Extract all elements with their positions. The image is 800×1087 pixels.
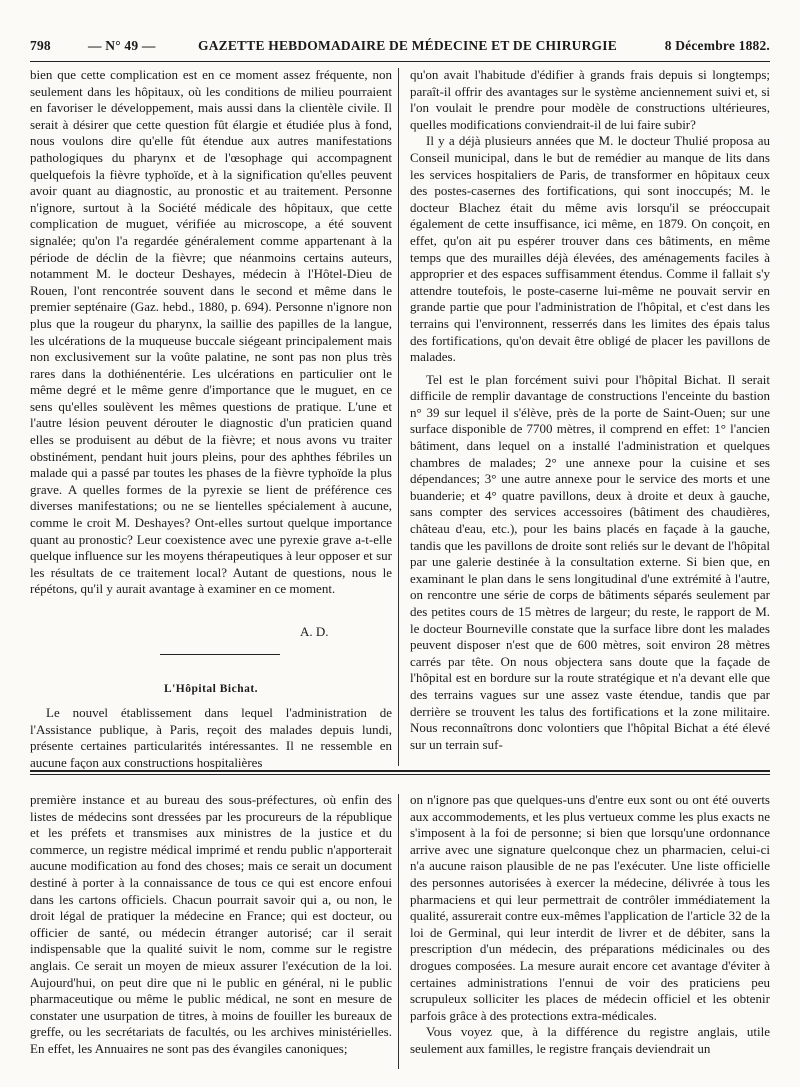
paragraph: Il y a déjà plusieurs années que M. le docteur Thulié proposa au Conseil municipal, dans le but de remédier au manque de lits dans les services hospitaliers de Paris, de transformer en hôpitaux ceux des postes-casernes des fortifications, qui sont inoccupés; M. le docteur Blachez était du même avis lorsqu'il se préoccupait également de cette insuffisance, ici même, en 1879. On conçoit, en effet, qu'on ait pu espérer trouver dans ces bâtiments, en même temps que des murailles déjà élevées, des aménagements faciles à approprier et des espaces suffisamment étendus. Comme il fallait s'y attendre toutefois, le poste-caserne lui-même ne pouvait servir en grande partie que pour l'administration de l'hôpital, et c'est dans les terrains qui l'environnent, resserrés dans les limites des épais talus des fortifications, qu'on devait être obligé de placer les pavillons de malades. bbox=[410, 133, 770, 365]
upper-left-column bbox=[30, 67, 392, 632]
section-divider-thick bbox=[30, 770, 770, 772]
paragraph: Le nouvel établissement dans lequel l'administration de l'Assistance publique, à Paris, reçoit des malades depuis lundi, présente certaines particularités intéressantes. Il ne ressemble en aucune façon aux constructions hospitalières bbox=[30, 705, 392, 769]
paragraph: qu'on avait l'habitude d'édifier à grands frais depuis si longtemps; paraît-il offrir des avantages sur le système anciennement suivi et, si l'on voulait le prendre pour modèle de constructions ultérieures, quelles modifications conviendrait-il de lui faire subir? bbox=[410, 67, 770, 132]
issue-date: 8 Décembre 1882. bbox=[664, 38, 770, 53]
paragraph: on n'ignore pas que quelques-uns d'entre eux sont ou ont été ouverts aux accommodements, et les plus vertueux comme les plus exacts ne s'imposent à la foi de personne; si bien que lorsqu'une ordonnance arrive avec une signature quelconque chez un pharmacien, celui-ci n'a aucune raison plausible de ne pas l'exécuter. Une liste officielle des personnes autorisées à exercer la médecine, délivrée à tous les pharmaciens et qui leur permettrait de contrôler immédiatement la qualité, assurerait contre eux-mêmes l'application de l'article 32 de la loi de Germinal, qui leur interdit de livrer et de débiter, sans la prescription d'un médecin, des préparations médicinales ou des drogues composées. La mesure aurait encore cet avantage d'éviter à certaines administrations l'ennui de voir des praticiens peu scrupuleux solliciter les places de médecin officiel et les obtenir parfois grâce à des protections extra-médicales. bbox=[410, 792, 770, 1023]
paragraph: bien que cette complication est en ce moment assez fréquente, non seulement dans les hôpitaux, où les conditions de milieu pourraient en favoriser le développement, mais aussi dans la clientèle civile. Il serait à désirer que cette question fût élargie et étudiée plus à fond, nous voulons dire qu'elle fût étendue aux autres manifestations pathologiques du pharynx et de l'œsophage qui accompagnent quelquefois la fièvre typhoïde, et à la signification qu'elles peuvent avoir quant au diagnostic, au pronostic et au traitement. Personne n'ignore, surtout à la Société médicale des hôpitaux, que cette complication de muguet, vérifiée au microscope, a été souvent signalée; qu'on l'a regardée généralement comme appartenant à la période de déclin de la fièvre; que néanmoins certains auteurs, notamment M. le docteur Deshayes, médecin à l'Hôtel-Dieu de Rouen, l'ont rencontrée souvent dans le second et même dans le premier septénaire (Gaz. hebd., 1880, p. 694). Personne n'ignore non plus que la rougeur du pharynx, la saillie des papilles de la langue, les ulcérations de la muqueuse buccale siégeant principalement mais non exclusivement sur la voûte palatine, ne sont pas non plus très rares dans la dothiénentérie. Les ulcérations en particulier ont le même degré et le même genre d'importance que le muguet, en ce sens qu'elles soulèvent les mêmes questions de pratique. L'une et l'autre lésion peuvent dérouter le diagnostic d'un praticien quand elles se produisent au début de la fièvre; et nous avons vu traiter obstinément, pendant huit jours pleins, pour des aphthes fébriles un malade qui a passé par toutes les phases de la fièvre typhoïde la plus grave. A quelles formes de la pyrexie se lient de préférence ces diverses manifestations; ou ne se lientelles spécialement à aucune, comme le croit M. Deshayes? Ont-elles surtout quelque importance quant au pronostic? Leur coexistence avec une pyrexie grave a-t-elle quelque influence sur les moyens thérapeutiques à leur opposer et sur les résultats de ce traitement local? Autant de questions, nous le répétons, qu'il y aurait avantage à examiner en ce moment. bbox=[30, 67, 392, 597]
column-divider-lower bbox=[398, 794, 399, 1069]
running-header bbox=[30, 38, 770, 60]
lower-left-column bbox=[30, 792, 392, 1072]
journal-title: GAZETTE HEBDOMADAIRE DE MÉDECINE ET DE CHIRURGIE bbox=[198, 38, 617, 53]
page-number: 798 bbox=[30, 38, 51, 53]
paragraph: Tel est le plan forcément suivi pour l'hôpital Bichat. Il serait difficile de remplir davantage de constructions l'enceinte du bastion n° 39 sur lequel il s'élève, près de la porte de Saint-Ouen; sur une surface disponible de 7700 mètres, il comprend en effet: 1° l'ancien bâtiment, dans lequel on a installé l'administration et quelques chambres de malades; 2° une annexe pour la cuisine et ses dépendances; 3° une autre annexe pour le service des morts et une buanderie; et 4° quatre pavillons, deux à droite et deux à gauche, sans compter des services accessoires (bâtiment des chaudières, château d'eau, etc.), pour les bains placés en façade à la gauche, tandis que les pavillons de droite sont reliés sur le devant de l'hôpital par une galerie destinée à la consultation externe. Si bien que, en examinant le plan dans le sens longitudinal d'une extrémité à l'autre, on rencontre une série de corps de bâtiments séparés seulement par des petites cours de 15 mètres de largeur; du reste, le rapport de M. le docteur Bourneville constate que la surface libre dont les malades peuvent disposer n'est que de 600 mètres, soit environ 28 mètres carrés par tête. On nous objectera sans doute que la façade de l'hôpital est en bordure sur la route stratégique et n'a devant elle que des terrains vagues sur une assez vaste étendue, tandis que par derrière se trouvent les talus des fortifications et la zone militaire. Nous reconnaîtrons donc volontiers que l'hôpital Bichat a été élevé sur un terrain suf- bbox=[410, 371, 770, 752]
issue-number: — N° 49 — bbox=[88, 38, 156, 53]
section-separator bbox=[160, 654, 280, 655]
section-title: L'Hôpital Bichat. bbox=[163, 683, 259, 695]
paragraph: Vous voyez que, à la différence du registre anglais, utile seulement aux familles, le registre français deviendrait un bbox=[410, 1024, 770, 1056]
upper-right-column bbox=[410, 67, 770, 767]
paragraph: première instance et au bureau des sous-préfectures, où enfin des listes de médecins sont dressées par les procureurs de la république et les préfets et transmises aux ministres de la justice et du commerce, un registre médical imprimé et rendu public n'apporterait aucune modification au fond des choses; mais ce serait un document destiné à porter à la connaissance de tous ce qui est encore enfoui dans les cartons officiels. Chacun pourrait savoir qui a, ou non, le droit légal de pratiquer la médecine en France; qui est docteur, ou officier de santé, ou médecin étranger autorisé; car il serait indispensable que la qualité suivit le nom, comme sur le registre anglais. Ce serait un moyen de mieux assurer l'exécution de la loi. Aujourd'hui, on peut dire que ni le public en général, ni le public pharmaceutique ou même le public médical, ne sont en mesure de constater une usurpation de titres, à moins de fouiller les bureaux de greffe, ou les secrétariats de facultés, ou les archives ministérielles. En effet, les Annuaires ne sont pas des évangiles canoniques; bbox=[30, 792, 392, 1056]
column-divider-upper bbox=[398, 68, 399, 766]
author-signature: A. D. bbox=[300, 624, 329, 639]
lower-right-column bbox=[410, 792, 770, 1072]
upper-left-column-continued bbox=[30, 705, 392, 769]
section-divider-thin bbox=[30, 774, 770, 775]
header-rule bbox=[30, 61, 770, 62]
